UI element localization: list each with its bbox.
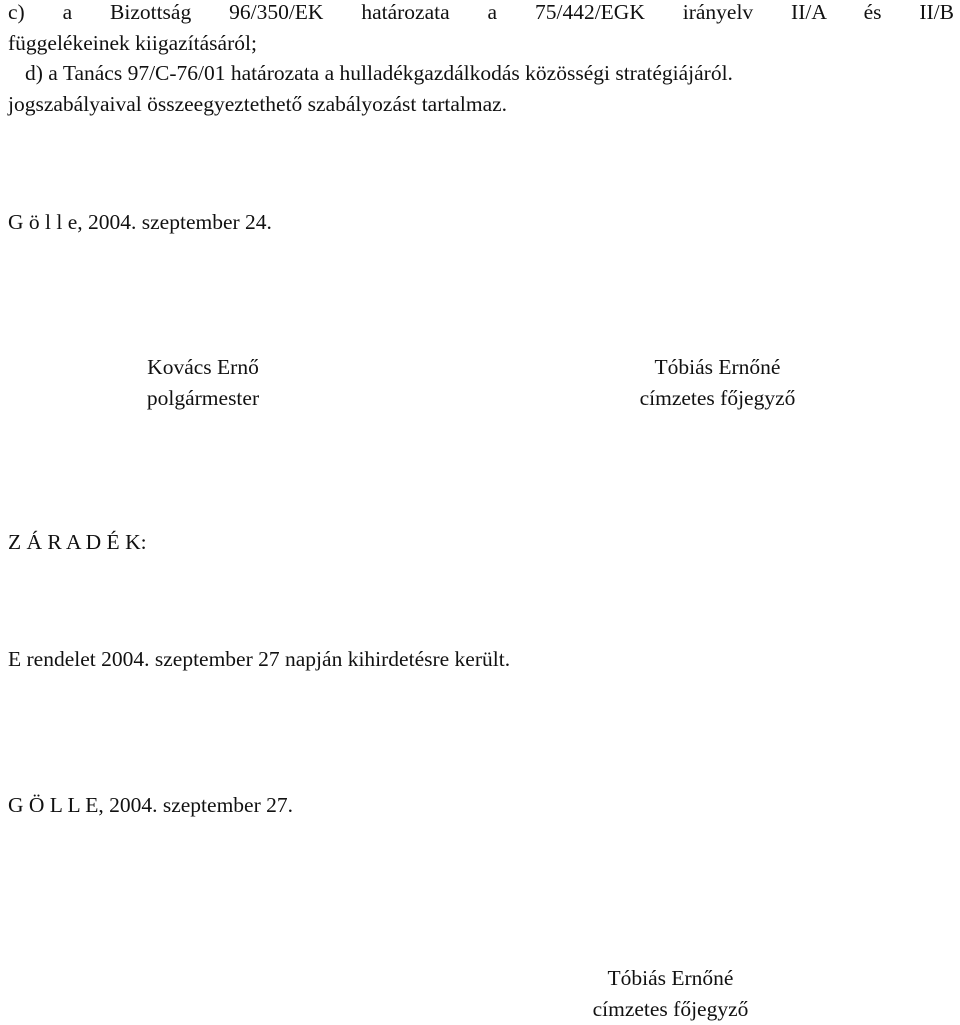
signature-title: címzetes főjegyző [639,385,796,410]
signature-name: Tóbiás Ernőné [607,966,734,990]
paragraph-tail: jogszabályaival összeegyeztethető szabályozást tartalmaz. [8,92,508,116]
signature-title: polgármester [146,385,260,410]
place-date: G ö l l e, 2004. szeptember 24. [8,210,272,234]
list-item-c: c) a Bizottság 96/350/EK határozata a 75/442/EGK irányelv II/A és II/B [8,0,954,24]
signature-mayor [108,357,298,409]
closing-place-date: G Ö L L E, 2004. szeptember 27. [8,793,294,817]
list-item-c-continuation: függelékeinek kiigazításáról; [8,31,257,55]
signature-name: Tóbiás Ernőné [654,355,781,379]
signature-title: címzetes főjegyző [592,996,749,1021]
signature-notary [605,357,830,409]
closing-statement: E rendelet 2004. szeptember 27 napján kihirdetésre került. [8,647,511,671]
list-item-d: d) a Tanács 97/C-76/01 határozata a hulladékgazdálkodás közösségi stratégiájáról. [25,61,733,85]
final-signature [558,968,783,1020]
signature-name: Kovács Ernő [147,355,259,379]
closing-heading: Z Á R A D É K: [8,530,147,554]
